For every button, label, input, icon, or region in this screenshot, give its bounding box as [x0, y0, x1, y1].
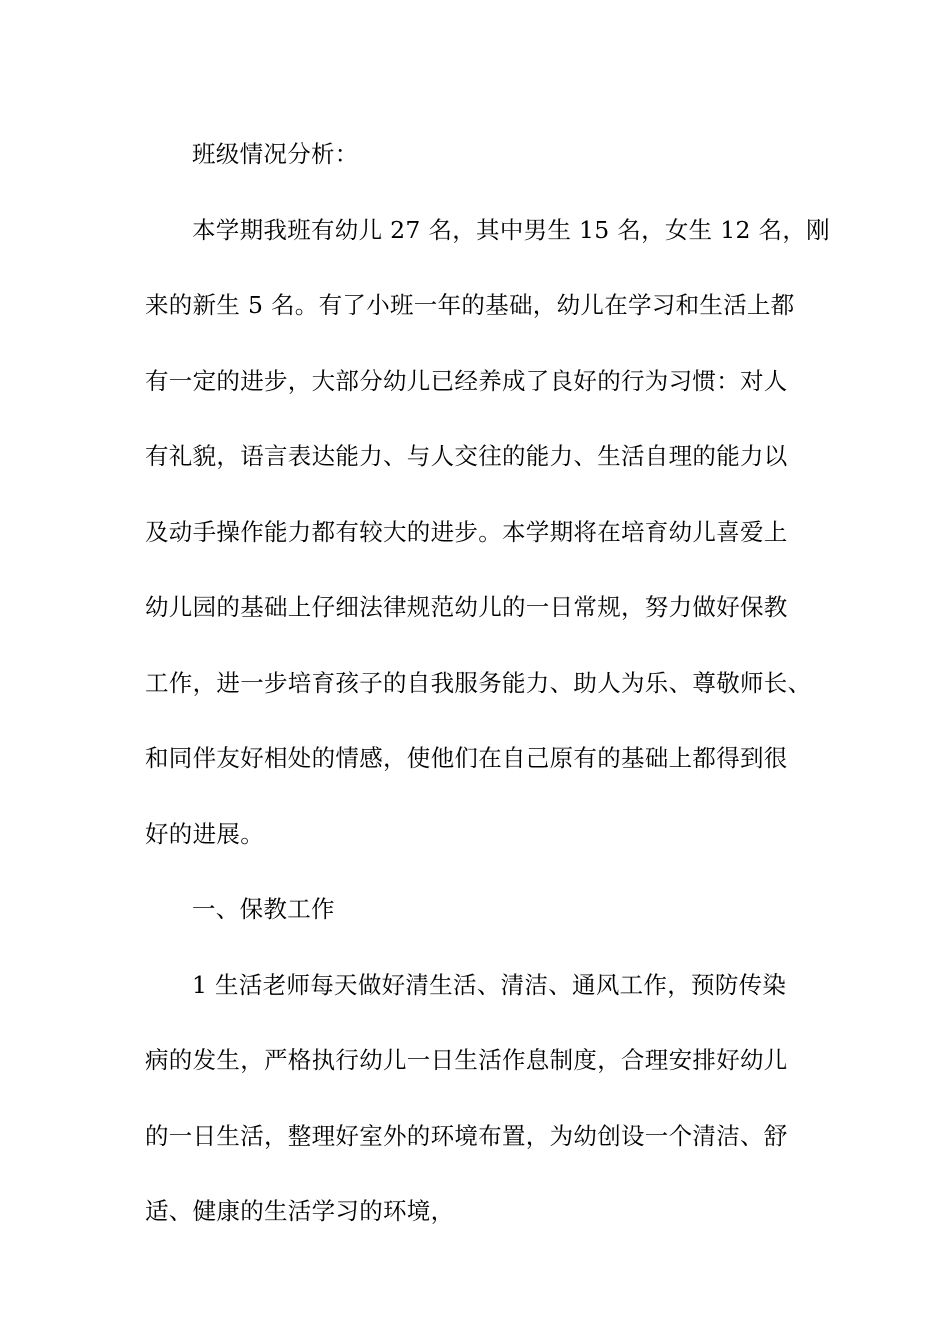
paragraph-line: 幼儿园的基础上仔细法律规范幼儿的一日常规，努力做好保教	[145, 593, 788, 621]
section-heading-care-education: 一、保教工作	[192, 895, 335, 923]
paragraph-line: 病的发生，严格执行幼儿一日生活作息制度，合理安排好幼儿	[145, 1046, 788, 1074]
paragraph-line: 工作，进一步培育孩子的自我服务能力、助人为乐、尊敬师长、	[145, 668, 812, 697]
section-heading-class-analysis: 班级情况分析：	[192, 140, 359, 168]
paragraph-line: 有礼貌，语言表达能力、与人交往的能力、生活自理的能力以	[145, 442, 788, 470]
paragraph-line: 有一定的进步，大部分幼儿已经养成了良好的行为习惯：对人	[145, 366, 788, 395]
paragraph-line: 1 生活老师每天做好清生活、清洁、通风工作，预防传染	[192, 970, 787, 999]
paragraph-line: 适、健康的生活学习的环境，	[145, 1197, 455, 1225]
paragraph-line: 好的进展。	[145, 819, 264, 848]
document-body	[145, 134, 830, 1267]
paragraph-line: 来的新生 5 名。有了小班一年的基础，幼儿在学习和生活上都	[145, 291, 795, 319]
paragraph-line: 及动手操作能力都有较大的进步。本学期将在培育幼儿喜爱上	[145, 517, 788, 546]
paragraph-line: 本学期我班有幼儿 27 名，其中男生 15 名，女生 12 名，刚	[192, 215, 830, 244]
paragraph-line: 和同伴友好相处的情感，使他们在自己原有的基础上都得到很	[145, 744, 788, 772]
paragraph-line: 的一日生活，整理好室外的环境布置，为幼创设一个清洁、舒	[145, 1121, 788, 1150]
